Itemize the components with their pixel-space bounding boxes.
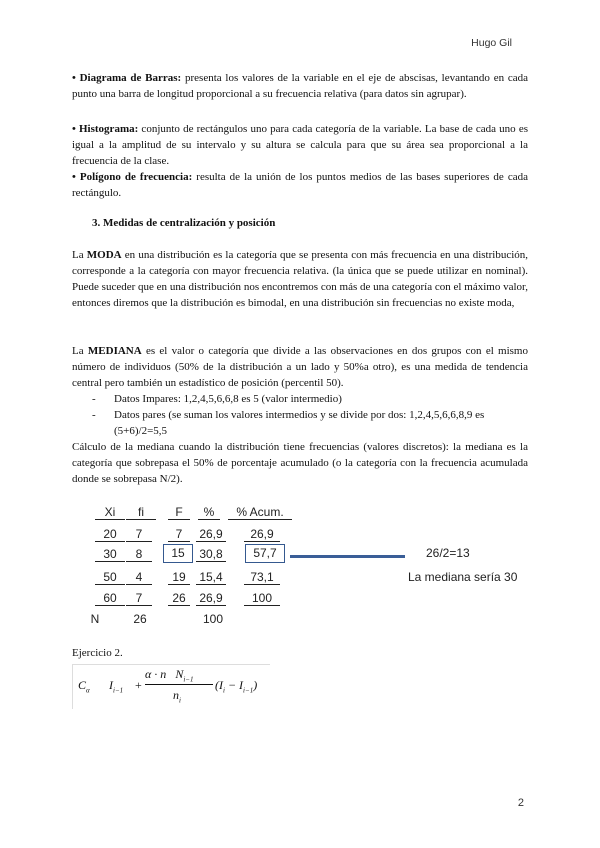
table-cell: 7 [126, 591, 152, 606]
formula-numerator [145, 667, 194, 683]
table-header-pct-acum: % Acum. [228, 505, 292, 520]
table-cell: 30,8 [196, 547, 226, 562]
table-cell: 7 [168, 527, 190, 542]
bullet-text: Datos pares (se suman los valores intermedios y se divide por dos: 1,2,4,5,6,6,8,9 es (5+6)/2=5,5 [114, 409, 485, 437]
bullet-dash: - [92, 393, 96, 405]
moda-pre: La [72, 249, 87, 261]
table-cell: 15,4 [196, 570, 226, 585]
def-barras-text: presenta los valores de la variable en el eje de abscisas, levantando en cada punto una barra de longitud proporcional a su frecuencia relativa (para datos sin agrupar). [72, 72, 528, 100]
formula-num-n: N [175, 667, 184, 681]
mediana-calc-paragraph: Cálculo de la mediana cuando la distribución tiene frecuencias (valores discretos): la mediana es la categoría que sobrepasa el 50% de porcentaje acumulado (o la categoría con la frecuencia acumulada donde se sobrepasa N/2). [72, 441, 528, 485]
formula-c-sub: α [86, 686, 90, 695]
exercise-label: Ejercicio 2. [72, 647, 123, 659]
table-cell-highlight-acum: 57,7 [245, 544, 285, 563]
formula-plus: + [135, 678, 142, 692]
formula-tail-close: ) [253, 678, 258, 692]
table-cell: 26,9 [196, 527, 226, 542]
formula-num-term: α · n [145, 667, 167, 681]
table-cell: 7 [126, 527, 152, 542]
moda-text: en una distribución es la categoría que se presenta con más frecuencia en una distribución, corresponde a la categoría con mayor frecuencia relativa. (la única que se puede utilizar en nominal). Puede suceder que en una distribución nos encontremos con más de una categoría con el máximo valor, entonces diremos que la distribución es bimodal, en una distribución sin frecuencias no existe moda, [72, 249, 529, 309]
def-histograma-text: conjunto de rectángulos uno para cada categoría de la variable. La base de cada uno es igual a la amplitud de su intervalo y su altura se calcula para que su área sea proporcional a la frecuencia de la clase. [72, 123, 528, 167]
table-cell: 30 [95, 547, 125, 562]
bullet-text: Datos Impares: 1,2,4,5,6,6,8 es 5 (valor intermedio) [114, 393, 342, 405]
def-poligono-term: • Polígono de frecuencia: [72, 171, 193, 183]
table-total-pct: 100 [202, 612, 224, 626]
table-cell: 20 [95, 527, 125, 542]
table-cell: 26 [168, 591, 190, 606]
formula-den-sub: i [179, 696, 181, 705]
table-cell: 26,9 [244, 527, 280, 542]
table-cell: 73,1 [244, 570, 280, 585]
table-cell: 4 [126, 570, 152, 585]
page-number: 2 [517, 797, 524, 809]
table-header-fi: fi [126, 505, 156, 520]
table-header-xi: Xi [95, 505, 125, 520]
formula-den-base: n [173, 688, 179, 702]
section-heading: 3. Medidas de centralización y posición [92, 217, 276, 229]
formula-i-sub: i−1 [113, 686, 124, 695]
formula-num-n-sub: i−1 [183, 675, 194, 684]
formula-fraction-bar [145, 684, 213, 685]
formula-i [109, 678, 123, 694]
formula-tail-sub1: i [223, 686, 225, 695]
header-author: Hugo Gil [471, 37, 512, 49]
median-note-calc: 26/2=13 [426, 546, 470, 560]
median-note-result: La mediana sería 30 [408, 570, 518, 584]
formula-c [78, 678, 90, 694]
formula-tail-open: (I [215, 678, 223, 692]
moda-term: MODA [86, 249, 122, 261]
mediana-term: MEDIANA [87, 345, 142, 357]
table-cell: 26,9 [196, 591, 226, 606]
mediana-text: es el valor o categoría que divide a las observaciones en dos grupos con el mismo número de individuos (50% de la distribución a un lado y 50%a otro), es una medida de tendencia central pero también un estadístico de posición (percentil 50). [72, 345, 528, 389]
table-cell: 8 [126, 547, 152, 562]
formula-tail-mid: − I [224, 678, 244, 692]
table-total-n: 26 [133, 612, 147, 626]
table-cell: 19 [168, 570, 190, 585]
table-cell-highlight-f: 15 [163, 544, 193, 563]
formula [72, 664, 270, 709]
table-header-f: F [168, 505, 190, 520]
formula-tail-sub2: i−1 [243, 686, 254, 695]
def-barras-term: • Diagrama de Barras: [72, 72, 182, 84]
formula-tail [215, 678, 257, 694]
table-cell: 60 [95, 591, 125, 606]
mediana-pre: La [72, 345, 88, 357]
table-cell: 50 [95, 570, 125, 585]
table-header-pct: % [198, 505, 220, 520]
bullet-dash: - [92, 409, 96, 421]
table-total-label: N [90, 612, 100, 626]
formula-c-base: C [78, 678, 87, 692]
table-cell: 100 [244, 591, 280, 606]
def-histograma-term: • Histograma: [72, 123, 139, 135]
connector-line [290, 555, 405, 558]
def-poligono-text: resulta de la unión de los puntos medios de las bases superiores de cada rectángulo. [72, 171, 528, 199]
formula-denominator [173, 688, 181, 704]
formula-i-base: I [109, 678, 113, 692]
